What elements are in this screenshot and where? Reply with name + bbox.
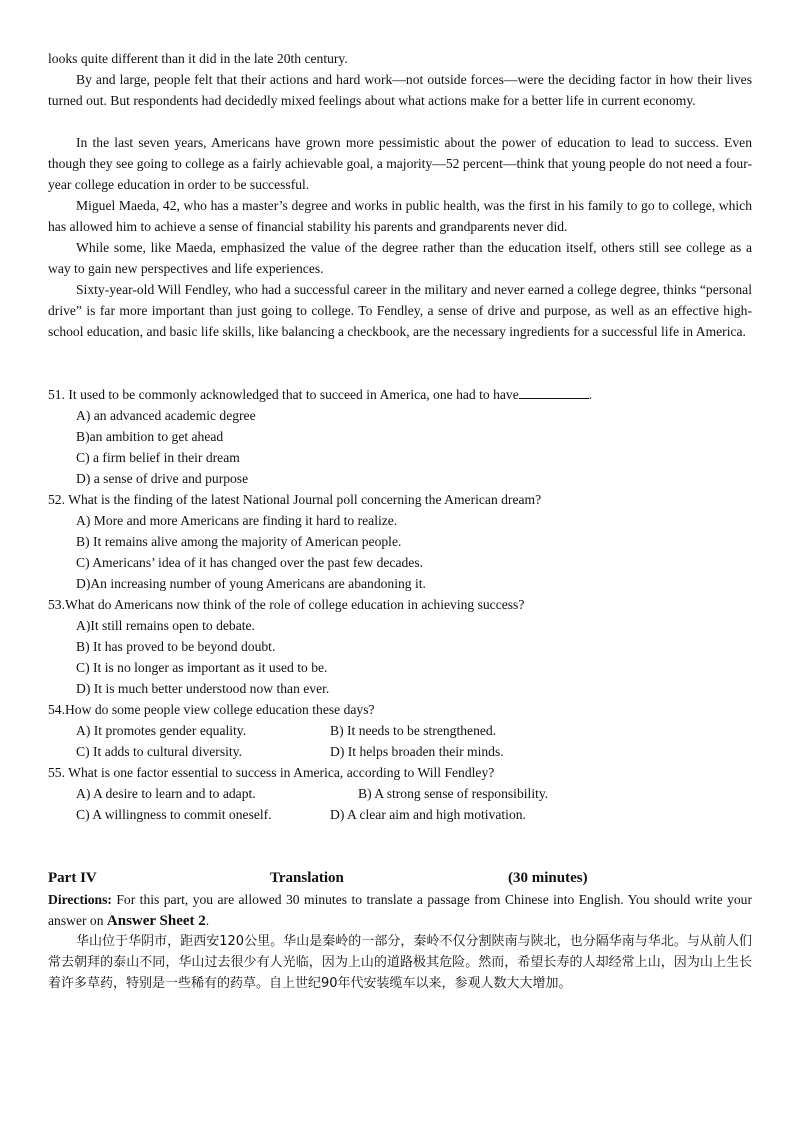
passage-paragraph-3: Miguel Maeda, 42, who has a master’s degree and works in public health, was the first in his family to go to college, which has allowed him to achieve a sense of financial stability his parents and grandparents never did. — [48, 198, 752, 234]
question-54-option-c[interactable]: C) It adds to cultural diversity. — [76, 744, 242, 759]
question-53-option-b[interactable]: B) It has proved to be beyond doubt. — [76, 639, 276, 654]
passage-paragraph-4: While some, like Maeda, emphasized the value of the degree rather than the education itself, others still see college as a way to gain new perspectives and life experiences. — [48, 240, 752, 276]
question-52-option-a[interactable]: A) More and more Americans are finding it hard to realize. — [76, 513, 398, 528]
question-55-option-c[interactable]: C) A willingness to commit oneself. — [76, 807, 272, 822]
passage-paragraph-5: Sixty-year-old Will Fendley, who had a successful career in the military and never earned a college degree, thinks “personal drive” is far more important than just going to college. To Fendley, a sense of drive and purpose, as well as an effective high-school education, and basic life skills, like balancing a checkbook, are the necessary ingredients for a successful life in America. — [48, 282, 752, 339]
question-51-text: 51. It used to be commonly acknowledged that to succeed in America, one had to have — [48, 387, 519, 402]
part-iv-heading — [48, 868, 752, 889]
question-55-stem: 55. What is one factor essential to success in America, according to Will Fendley? — [48, 765, 495, 780]
question-55-option-d[interactable]: D) A clear aim and high motivation. — [330, 807, 526, 822]
passage-paragraph-2: In the last seven years, Americans have grown more pessimistic about the power of education to lead to success. Even though they see going to college as a fairly achievable goal, a majority—52 percent—think that young people do not need a four-year college education in order to be successful. — [48, 135, 752, 192]
chinese-passage: 华山位于华阴市，距西安120公里。华山是秦岭的一部分，秦岭不仅分割陕南与陕北，也分隔华南与华北。与从前人们常去朝拜的泰山不同，华山过去很少有人光临，因为上山的道路极其危险。然而，希望长寿的人却经常上山，因为山上生长着许多草药，特别是一些稀有的药草。自上世纪90年代安装缆车以来，参观人数大大增加。 — [48, 934, 752, 991]
question-53-option-d[interactable]: D) It is much better understood now than ever. — [76, 681, 330, 696]
question-54-option-d[interactable]: D) It helps broaden their minds. — [330, 744, 504, 759]
question-52-option-b[interactable]: B) It remains alive among the majority of American people. — [76, 534, 402, 549]
question-53-stem: 53.What do Americans now think of the role of college education in achieving success? — [48, 597, 525, 612]
question-51-stem-end: . — [588, 387, 593, 402]
answer-blank — [519, 386, 589, 399]
directions-body: For this part, you are allowed 30 minutes to translate a passage from Chinese into English. You should write your answer on — [48, 892, 752, 928]
question-51-option-d[interactable]: D) a sense of drive and purpose — [76, 471, 249, 486]
question-55-option-b[interactable]: B) A strong sense of responsibility. — [358, 786, 549, 801]
question-51-option-c[interactable]: C) a firm belief in their dream — [76, 450, 240, 465]
question-52-option-d[interactable]: D)An increasing number of young Americans are abandoning it. — [76, 576, 426, 591]
part-label: Part IV — [48, 870, 97, 886]
question-53-option-c[interactable]: C) It is no longer as important as it used to be. — [76, 660, 328, 675]
question-52-stem: 52. What is the finding of the latest National Journal poll concerning the American dream? — [48, 492, 542, 507]
directions-end: . — [205, 913, 210, 928]
answer-sheet-label: Answer Sheet 2 — [106, 913, 206, 929]
question-54-stem: 54.How do some people view college education these days? — [48, 702, 375, 717]
question-53-option-a[interactable]: A)It still remains open to debate. — [76, 618, 255, 633]
question-54-option-a[interactable]: A) It promotes gender equality. — [76, 723, 247, 738]
directions-label: Directions: — [48, 892, 112, 907]
part-time: (30 minutes) — [508, 870, 588, 886]
passage-paragraph-1: By and large, people felt that their actions and hard work—not outside forces—were the deciding factor in how their lives turned out. But respondents had decidedly mixed feelings about what actions make for a better life in current economy. — [48, 72, 752, 108]
part-title: Translation — [270, 870, 344, 886]
question-52-option-c[interactable]: C) Americans’ idea of it has changed over the past few decades. — [76, 555, 424, 570]
question-51-option-a[interactable]: A) an advanced academic degree — [76, 408, 256, 423]
question-55-option-a[interactable]: A) A desire to learn and to adapt. — [76, 786, 256, 801]
passage-paragraph-0: looks quite different than it did in the late 20th century. — [48, 51, 348, 66]
question-51-stem — [48, 384, 752, 405]
directions-text — [48, 889, 752, 932]
question-51-option-b[interactable]: B)an ambition to get ahead — [76, 429, 224, 444]
question-54-option-b[interactable]: B) It needs to be strengthened. — [330, 723, 497, 738]
